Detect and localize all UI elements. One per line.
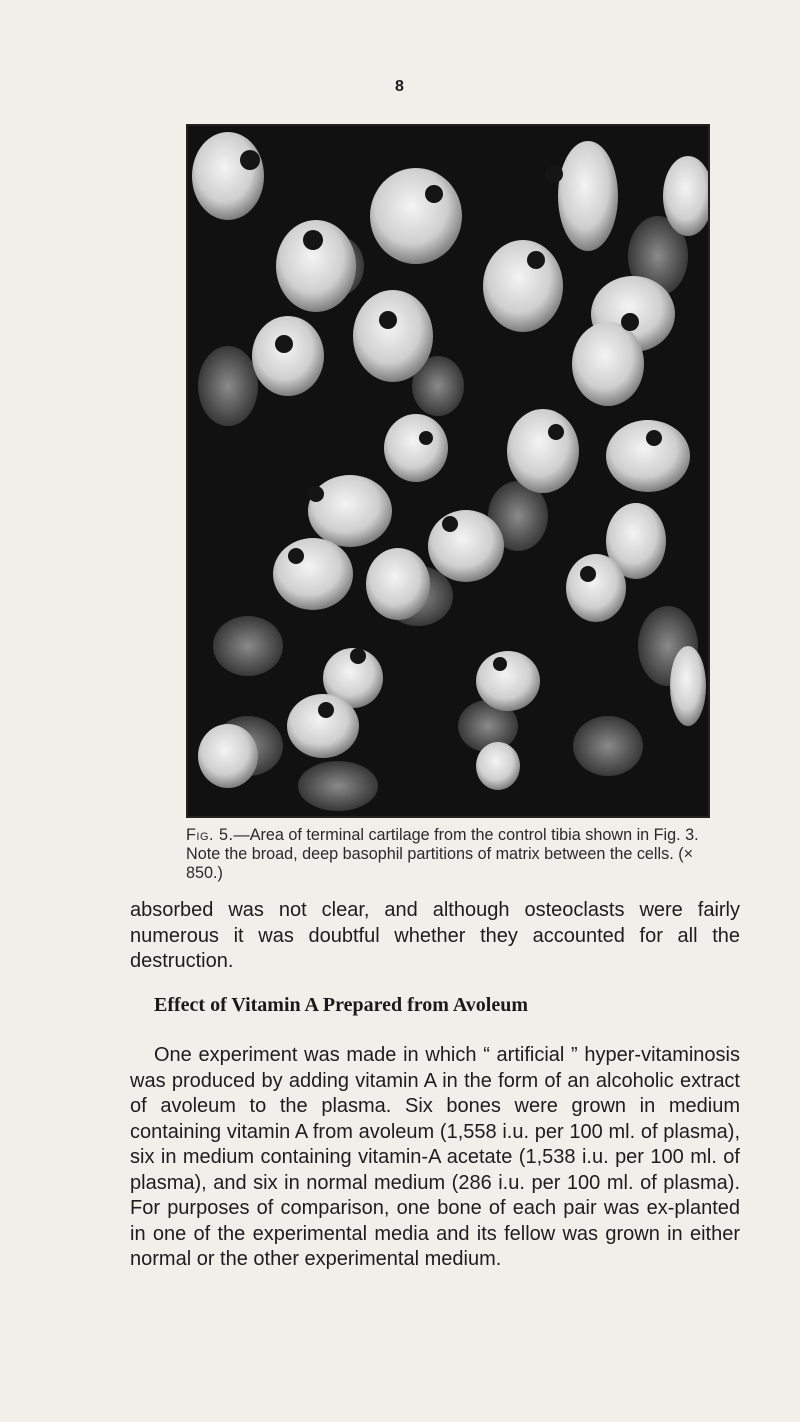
figure-caption-text: —Area of terminal cartilage from the control tibia shown in Fig. 3. Note the broad, deep basophil partitions of matrix between the cells. (× 850.) <box>186 826 699 882</box>
figure-caption <box>186 826 726 883</box>
section-heading: Effect of Vitamin A Prepared from Avoleum <box>154 994 529 1016</box>
paragraph-2: One experiment was made in which “ artificial ” hyper-vitaminosis was produced by adding vitamin A in the form of an alcoholic extract of avoleum to the plasma. Six bones were grown in medium containing vitamin A from avoleum (1,558 i.u. per 100 ml. of plasma), six in medium containing vitamin-A acetate (1,538 i.u. per 100 ml. of plasma), and six in normal medium (286 i.u. per 100 ml. of plasma). For purposes of comparison, one bone of each pair was ex-planted in one of the experimental media and its fellow was grown in either normal or the other experimental medium. <box>130 1044 740 1270</box>
page-number: 8 <box>395 78 405 95</box>
paragraph-1: absorbed was not clear, and although osteoclasts were fairly numerous it was doubtful whether they accounted for all the destruction. <box>130 899 740 972</box>
figure-micrograph <box>186 124 710 818</box>
micrograph-image <box>188 126 708 816</box>
figure-label: Fig. 5. <box>186 826 234 844</box>
